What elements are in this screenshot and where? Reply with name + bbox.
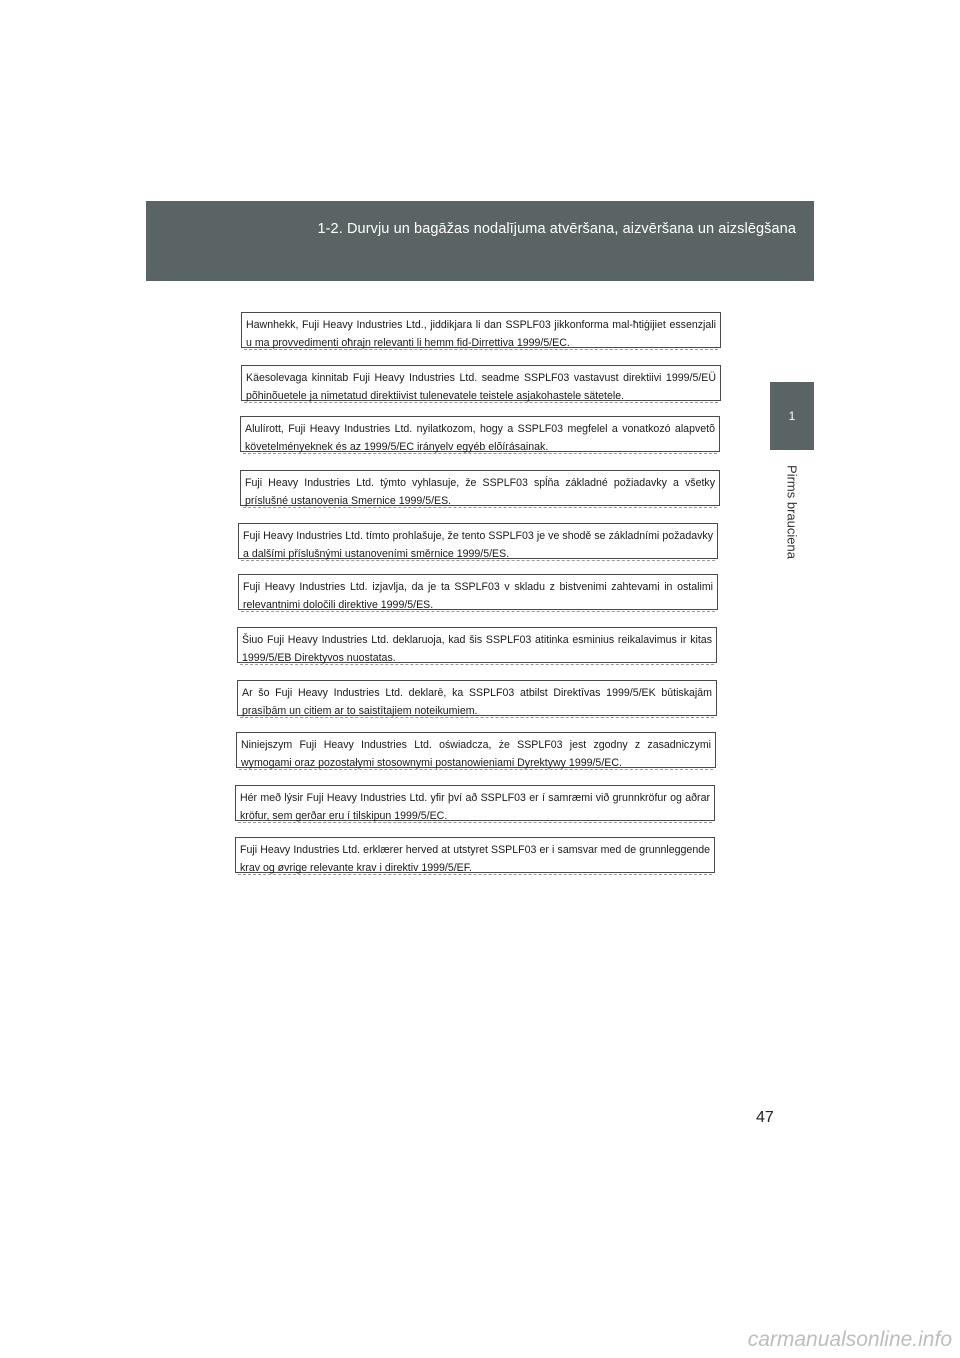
watermark: carmanualsonline.info: [747, 1328, 952, 1351]
declaration-latvian: Ar šo Fuji Heavy Industries Ltd. deklarē, ka SSPLF03 atbilst Direktīvas 1999/5/EK būtiskajām prasībām un citiem ar to saistītajiem noteikumiem.: [237, 680, 717, 716]
section-header-band: [146, 201, 814, 281]
chapter-tab: [770, 382, 814, 450]
declaration-polish: Niniejszym Fuji Heavy Industries Ltd. oświadcza, że SSPLF03 jest zgodny z zasadniczymi wymogami oraz pozostałymi stosownymi postanowieniami Dyrektywy 1999/5/EC.: [236, 732, 716, 768]
chapter-label: Pirms brauciena: [784, 465, 800, 559]
declaration-maltese: Hawnhekk, Fuji Heavy Industries Ltd., jiddikjara li dan SSPLF03 jikkonforma mal-ħtiġijiet essenzjali u ma provvedimenti oħrajn relevanti li hemm fid-Dirrettiva 1999/5/EC.: [241, 312, 721, 348]
declaration-slovak: Fuji Heavy Industries Ltd. týmto vyhlasuje, že SSPLF03 spĺňa základné požiadavky a všetky príslušné ustanovenia Smernice 1999/5/ES.: [240, 470, 720, 506]
declaration-icelandic: Hér með lýsir Fuji Heavy Industries Ltd. yfir því að SSPLF03 er í samræmi við grunnkröfur og aðrar kröfur, sem gerðar eru í tilskipun 1999/5/EC.: [235, 785, 715, 821]
chapter-number: 1: [788, 409, 796, 423]
declaration-lithuanian: Šiuo Fuji Heavy Industries Ltd. deklaruoja, kad šis SSPLF03 atitinka esminius reikalavimus ir kitas 1999/5/EB Direktyvos nuostatas.: [237, 627, 717, 663]
section-title: 1-2. Durvju un bagāžas nodalījuma atvēršana, aizvēršana un aizslēgšana: [317, 221, 796, 237]
declaration-estonian: Käesolevaga kinnitab Fuji Heavy Industries Ltd. seadme SSPLF03 vastavust direktiivi 1999/5/EÜ põhinõuetele ja nimetatud direktiivist tulenevatele teistele asjakohastele sätetele.: [241, 365, 721, 401]
declaration-norwegian: Fuji Heavy Industries Ltd. erklærer herved at utstyret SSPLF03 er i samsvar med de grunnleggende krav og øvrige relevante krav i direktiv 1999/5/EF.: [235, 837, 715, 873]
page-number: 47: [756, 1109, 774, 1126]
declaration-hungarian: Alulírott, Fuji Heavy Industries Ltd. nyilatkozom, hogy a SSPLF03 megfelel a vonatkozó alapvetõ követelményeknek és az 1999/5/EC irányelv egyéb elõírásainak.: [240, 416, 720, 452]
declaration-czech: Fuji Heavy Industries Ltd. tímto prohlašuje, že tento SSPLF03 je ve shodě se základními požadavky a dalšími příslušnými ustanoveními směrnice 1999/5/ES.: [238, 523, 718, 559]
declaration-slovenian: Fuji Heavy Industries Ltd. izjavlja, da je ta SSPLF03 v skladu z bistvenimi zahtevami in ostalimi relevantnimi določili direktive 1999/5/ES.: [238, 574, 718, 610]
